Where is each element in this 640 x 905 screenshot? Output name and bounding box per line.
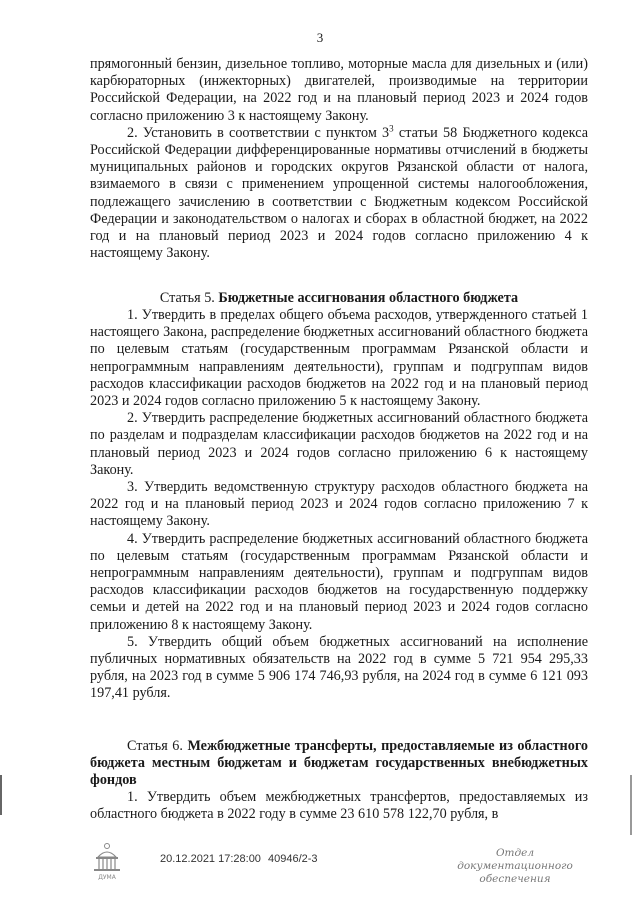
paragraph-2-start: 2. Установить в соответствии с пунктом 3: [127, 124, 390, 141]
paragraph-2-rest: статьи 58 Бюджетного кодекса Российской Федерации дифференцированные нормативы отчислений в бюджеты муниципальных районов и городских округов Рязанской области от налога, взимаемого в связи с применением упрощенной системы налогообложения, подлежащего зачислению в соответствии с Бюджетным кодексом Российской Федерации и законодательством о налогах и сборах в областной бюджет, на 2022 год и на плановый период 2023 и 2024 годов согласно приложению 4 к настоящему Закону.: [90, 124, 588, 262]
article-5-item-3: 3. Утвердить ведомственную структуру расходов областного бюджета на 2022 год и на плановый период 2023 и 2024 годов согласно приложению 7 к настоящему Закону.: [90, 479, 588, 530]
article-6-body: [90, 789, 588, 823]
duma-emblem-icon: [90, 841, 124, 881]
right-scan-edge-mark: [630, 775, 632, 835]
paragraph-2: [90, 125, 588, 263]
article-5-item-2: 2. Утвердить распределение бюджетных ассигнований областного бюджета по разделам и подразделам классификации расходов бюджетов на 2022 год и на плановый период 2023 и 2024 годов согласно приложению 6 к настоящему Закону.: [90, 410, 588, 478]
left-scan-edge-mark: [0, 775, 2, 815]
emblem-caption: ДУМА: [98, 874, 116, 881]
page-number: 3: [316, 30, 324, 45]
article-5-label: Статья 5.: [159, 290, 215, 306]
article-5-title: Бюджетные ассигнования областного бюджета: [218, 290, 519, 306]
article-5-item-1: 1. Утвердить в пределах общего объема расходов, утвержденного статьей 1 настоящего Закона, распределение бюджетных ассигнований областного бюджета по целевым статьям (государственным программам Рязанской области и непрограммным направлениям деятельности), группам и подгруппам видов расходов классификации расходов бюджетов на 2022 год и на плановый период 2023 и 2024 годов согласно приложению 5 к настоящему Закону.: [90, 307, 588, 410]
article-5-item-4: 4. Утвердить распределение бюджетных ассигнований областного бюджета по целевым статьям (государственным программам Рязанской области и непрограммным направлениям деятельности), группам и подгруппам видов расходов классификации расходов бюджетов на государственную поддержку семьи и детей на 2022 год и на плановый период 2023 и 2024 годов согласно приложению 8 к настоящему Закону.: [90, 530, 588, 633]
article-6-heading: [90, 738, 588, 790]
article-6-item-1: 1. Утвердить объем межбюджетных трансфертов, предоставляемых из областного бюджета в 2022 году в сумме 23 610 578 122,70 рубля, в: [90, 789, 588, 823]
article-5-item-5: 5. Утвердить общий объем бюджетных ассигнований на исполнение публичных нормативных обязательств на 2022 год в сумме 5 721 954 295,33 рубля, на 2023 год в сумме 5 906 174 746,93 рубля, на 2024 год в сумме 6 121 093 197,41 рубля.: [90, 633, 588, 702]
document-footer: [0, 845, 640, 885]
article-5-heading: [90, 290, 588, 307]
article-6-label: Статья 6.: [127, 738, 183, 754]
article-6-title: Межбюджетные трансферты, предоставляемые из областного бюджета местным бюджетам и бюджетам государственных внебюджетных фондов: [90, 738, 588, 789]
footer-timestamp: 20.12.2021 17:28:00: [160, 853, 261, 865]
article-5-body: [90, 307, 588, 703]
paragraph-2-superscript: 3: [389, 123, 394, 134]
document-body-top: [90, 56, 588, 262]
intro-paragraph: прямогонный бензин, дизельное топливо, моторные масла для дизельных и (или) карбюраторных (инжекторных) двигателей, производимые на территории Российской Федерации, на 2022 год и на плановый период 2023 и 2024 годов согласно приложению 3 к настоящему Закону.: [90, 56, 588, 124]
footer-document-number: 40946/2-3: [268, 853, 318, 865]
footer-department-stamp: Отдел документационного обеспечения: [457, 847, 573, 885]
